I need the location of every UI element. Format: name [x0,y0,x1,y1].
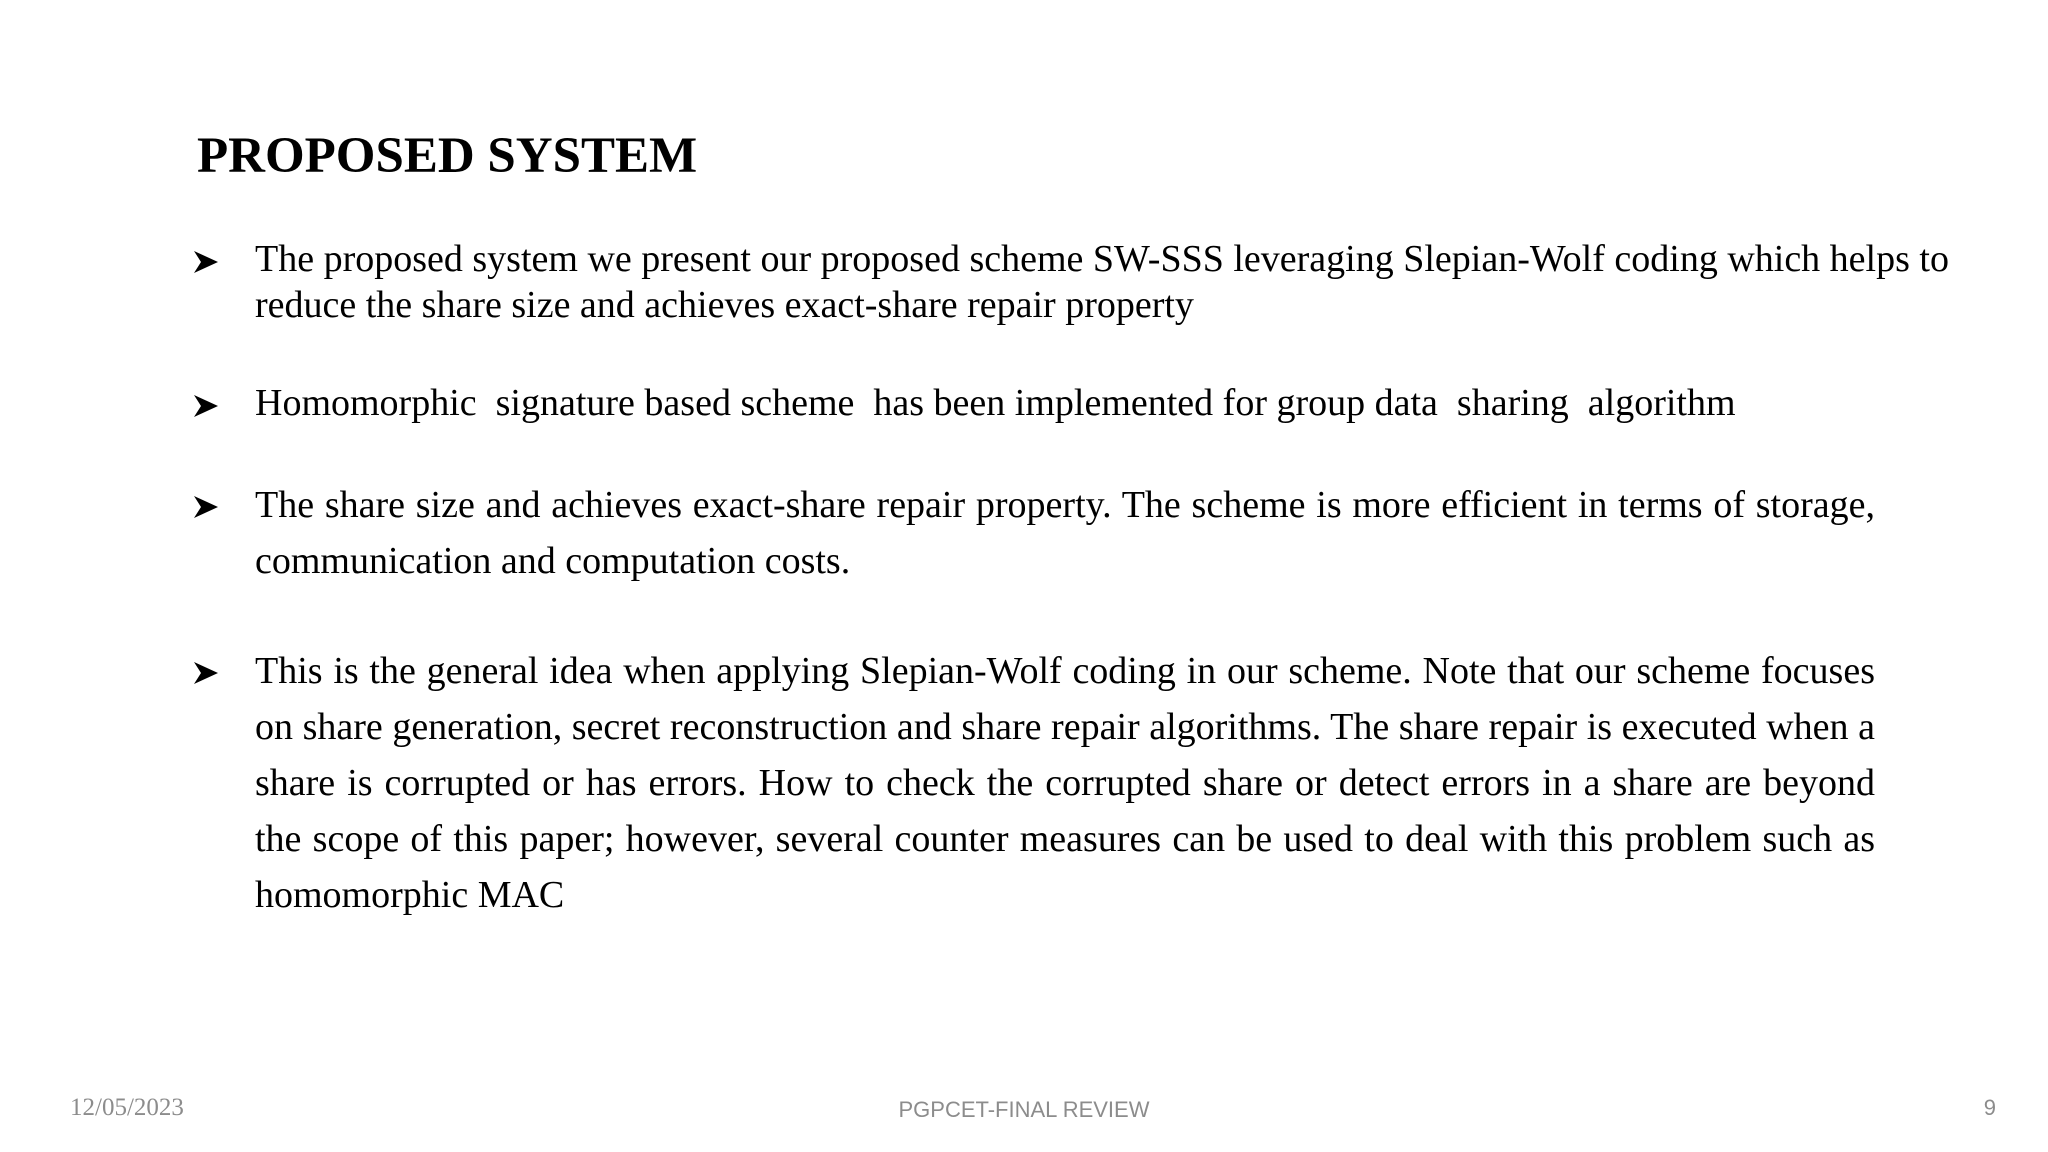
footer-title: PGPCET-FINAL REVIEW [898,1097,1150,1122]
arrowhead-bullet-icon [193,394,219,418]
slide-number: 9 [1983,1095,1996,1120]
footer-date: 12/05/2023 [70,1094,184,1121]
bullet-text: The share size and achieves exact-share repair property. The scheme is more efficient in terms of storage, communication and computation costs. [255,484,1875,582]
arrowhead-bullet-icon [193,495,219,519]
slide-title: PROPOSED SYSTEM [197,128,698,184]
bullet-text: Homomorphic signature based scheme has been implemented for group data sharing algorithm [255,382,1736,424]
arrowhead-bullet-icon [193,250,219,274]
arrowhead-bullet-icon [193,661,219,685]
bullet-text: The proposed system we present our proposed scheme SW-SSS leveraging Slepian-Wolf coding which helps to reduce the share size and achieves exact-share repair property [255,238,1949,326]
bullet-text: This is the general idea when applying Slepian-Wolf coding in our scheme. Note that our scheme focuses on share generation, secret reconstruction and share repair algorithms. The share repair is executed when a share is corrupted or has errors. How to check the corrupted share or detect errors in a share are beyond the scope of this paper; however, several counter measures can be used to deal with this problem such as homomorphic MAC [255,650,1875,916]
